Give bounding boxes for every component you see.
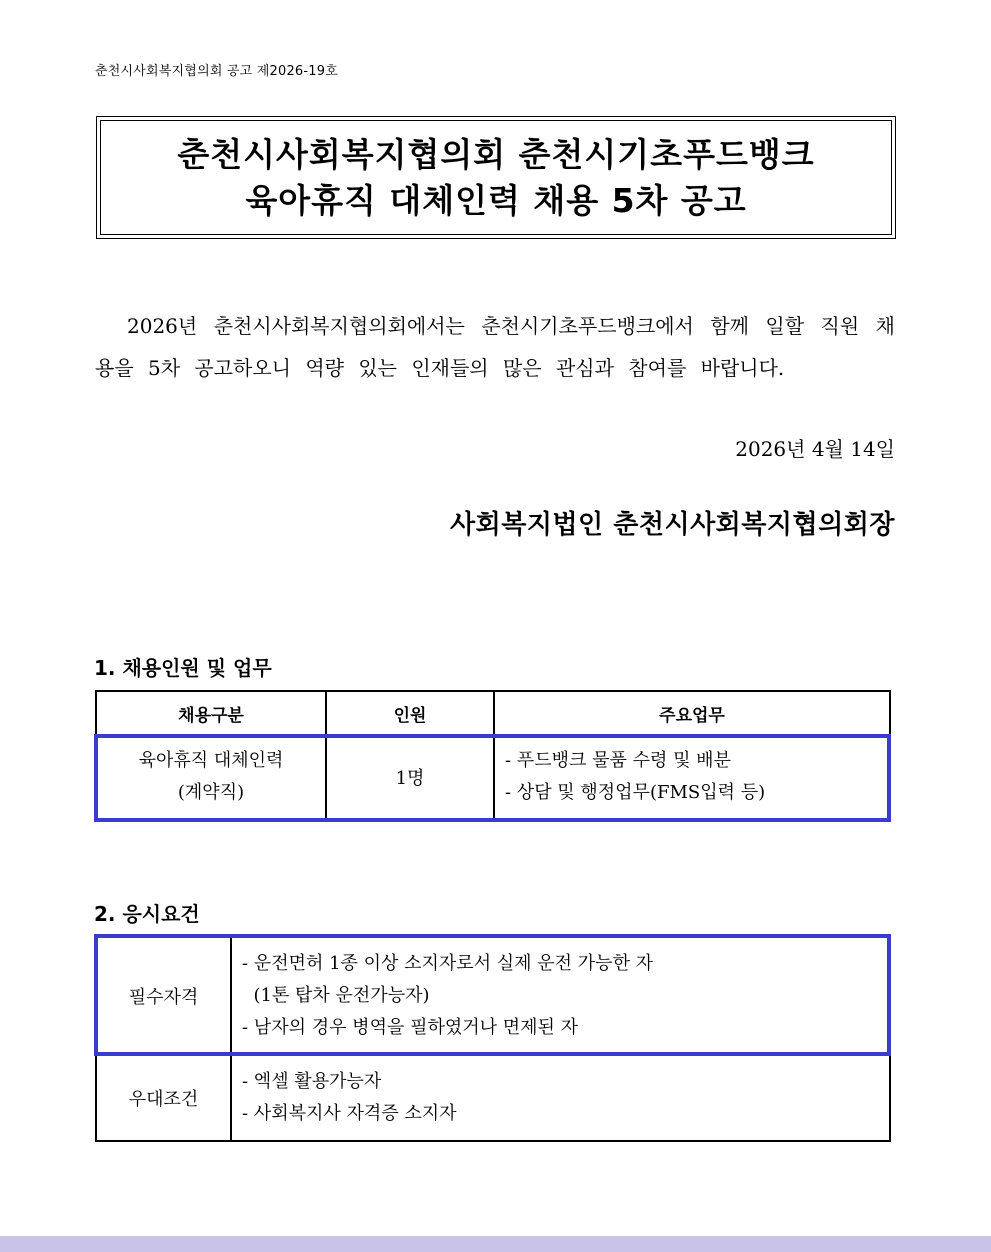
bottom-bar xyxy=(0,1236,991,1252)
col-header-tasks: 주요업무 xyxy=(494,691,890,735)
requirement-content xyxy=(231,937,890,1055)
type-line-2: (계약직) xyxy=(177,782,245,803)
requirement-item: - 남자의 경우 병역을 필하였거나 면제된 자 xyxy=(242,1017,579,1038)
preference-item: - 엑셀 활용가능자 xyxy=(242,1071,382,1092)
requirement-label: 필수자격 xyxy=(96,937,231,1055)
notice-date: 2026년 4월 14일 xyxy=(735,437,895,461)
task-item: - 상담 및 행정업무(FMS입력 등) xyxy=(505,782,766,803)
cell-count: 1명 xyxy=(326,735,494,819)
requirements-table xyxy=(95,936,891,1142)
preference-item: - 사회복지사 자격증 소지자 xyxy=(242,1103,457,1124)
col-header-count: 인원 xyxy=(326,691,494,735)
type-line-1: 육아휴직 대체인력 xyxy=(138,750,284,771)
title-line-2: 육아휴직 대체인력 채용 5차 공고 xyxy=(245,180,747,220)
cell-type xyxy=(96,735,326,819)
title-line-1: 춘천시사회복지협의회 춘천시기초푸드뱅크 xyxy=(177,134,815,174)
notice-number: 춘천시사회복지협의회 공고 제2026-19호 xyxy=(95,64,338,79)
requirement-item: (1톤 탑차 운전가능자) xyxy=(242,985,430,1006)
requirement-item: - 운전면허 1종 이상 소지자로서 실제 운전 가능한 자 xyxy=(242,953,654,974)
section2-heading: 2. 응시요건 xyxy=(94,902,200,926)
signature: 사회복지법인 춘천시사회복지협의회장 xyxy=(449,510,895,540)
intro-paragraph: 2026년 춘천시사회복지협의회에서는 춘천시기초푸드뱅크에서 함께 일할 직원 채용을 5차 공고하오니 역량 있는 인재들의 많은 관심과 참여를 바랍니다. xyxy=(95,314,895,380)
table-row xyxy=(96,1055,890,1141)
section1-heading: 1. 채용인원 및 업무 xyxy=(94,656,272,680)
cell-tasks xyxy=(494,735,890,819)
preference-content xyxy=(231,1055,890,1141)
recruitment-table xyxy=(95,690,891,820)
title-box xyxy=(96,116,896,239)
task-item: - 푸드뱅크 물품 수령 및 배분 xyxy=(505,750,731,771)
title-inner-frame xyxy=(100,120,892,235)
table-row xyxy=(96,735,890,819)
preference-label: 우대조건 xyxy=(96,1055,231,1141)
table-header-row xyxy=(96,691,890,735)
col-header-type: 채용구분 xyxy=(96,691,326,735)
table-row xyxy=(96,937,890,1055)
